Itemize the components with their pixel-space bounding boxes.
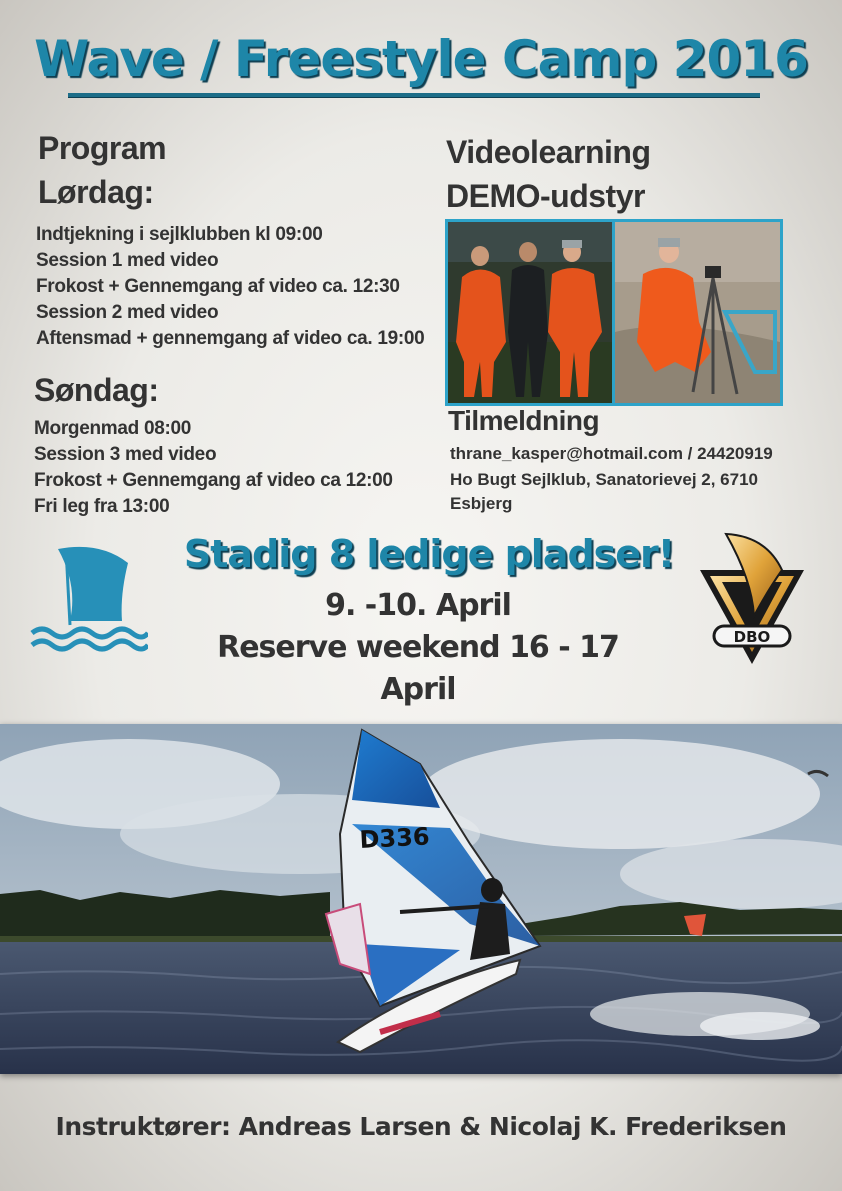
program-heading: Program bbox=[38, 130, 167, 166]
saturday-item: Frokost + Gennemgang af video ca. 12:30 bbox=[36, 276, 400, 297]
signup-heading: Tilmeldning bbox=[448, 405, 600, 436]
sunday-item: Frokost + Gennemgang af video ca 12:00 bbox=[34, 470, 393, 491]
reserve-date-line1: Reserve weekend 16 - 17 bbox=[217, 630, 619, 665]
dbo-logo-text: DBO bbox=[733, 628, 771, 646]
availability-banner: Stadig 8 ledige pladser! bbox=[183, 532, 675, 576]
saturday-heading: Lørdag: bbox=[38, 174, 154, 210]
signup-address-line2: Esbjerg bbox=[450, 494, 513, 513]
instructor-camera-photo bbox=[615, 222, 780, 403]
title-underline bbox=[68, 93, 760, 97]
instructors-group-photo bbox=[448, 222, 612, 403]
demo-gear-label: DEMO-udstyr bbox=[446, 178, 645, 214]
reserve-date-line2: April bbox=[380, 672, 456, 707]
signup-contact: thrane_kasper@hotmail.com / 24420919 bbox=[450, 444, 773, 463]
sunday-heading: Søndag: bbox=[34, 372, 159, 408]
saturday-item: Session 1 med video bbox=[36, 250, 219, 271]
saturday-item: Aftensmad + gennemgang af video ca. 19:00 bbox=[36, 328, 425, 349]
sail-number: D336 bbox=[358, 822, 431, 854]
sunday-item: Fri leg fra 13:00 bbox=[34, 496, 170, 517]
videolearning-label: Videolearning bbox=[446, 134, 651, 170]
sunday-item: Morgenmad 08:00 bbox=[34, 418, 192, 439]
windsurfer-photo bbox=[0, 724, 842, 1074]
instructors-credit: Instruktører: Andreas Larsen & Nicolaj K. Frederiksen bbox=[55, 1112, 787, 1141]
instructors-photo-frame bbox=[445, 219, 783, 406]
signup-address-line1: Ho Bugt Sejlklub, Sanatorievej 2, 6710 bbox=[450, 470, 758, 489]
sunday-item: Session 3 med video bbox=[34, 444, 217, 465]
poster-title: Wave / Freestyle Camp 2016 bbox=[34, 30, 808, 88]
saturday-item: Indtjekning i sejlklubben kl 09:00 bbox=[36, 224, 323, 245]
saturday-item: Session 2 med video bbox=[36, 302, 219, 323]
event-date: 9. -10. April bbox=[325, 588, 511, 623]
